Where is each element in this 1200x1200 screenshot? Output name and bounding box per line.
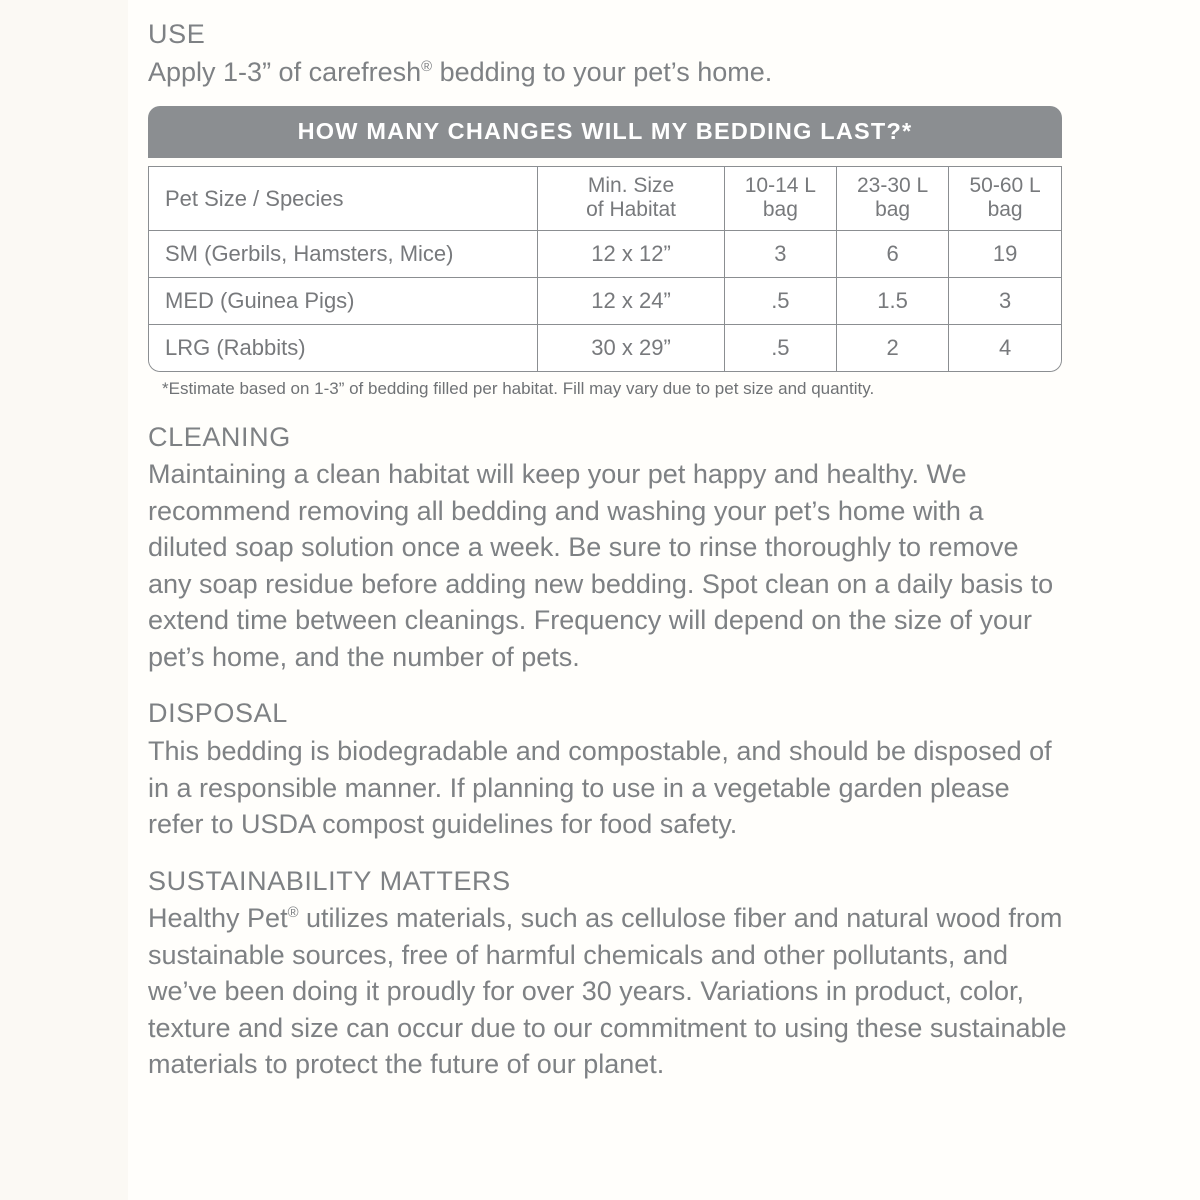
cell-habitat: 12 x 12” (538, 230, 724, 277)
column-header-bag-50-60 (949, 167, 1061, 230)
column-header-habitat-line2: of Habitat (586, 198, 676, 222)
table-row (149, 230, 1061, 277)
bedding-table-block (148, 106, 1068, 398)
column-header-bag-23-30 (836, 167, 948, 230)
column-header-bag1-line1: 10-14 L (744, 174, 816, 198)
column-header-bag3-line2: bag (987, 198, 1023, 222)
sustainability-body-before: Healthy Pet (148, 903, 288, 934)
column-header-bag-10-14 (724, 167, 836, 230)
cell-species: MED (Guinea Pigs) (149, 277, 538, 324)
registered-mark-carefresh: ® (421, 58, 433, 75)
disposal-heading: DISPOSAL (148, 698, 288, 729)
column-header-bag2-line1: 23-30 L (856, 174, 929, 198)
column-header-bag1-line2: bag (762, 198, 798, 222)
table-header-row (149, 167, 1061, 230)
cell-bag-23-30: 1.5 (836, 277, 948, 324)
cell-bag-50-60: 4 (949, 324, 1061, 371)
cleaning-heading: CLEANING (148, 421, 291, 452)
disposal-body: This bedding is biodegradable and compostable, and should be disposed of in a responsible manner. If planning to use in a vegetable garden please refer to USDA compost guidelines for food safety. (148, 736, 1052, 840)
cell-bag-23-30: 6 (836, 230, 948, 277)
sustainability-body-after: utilizes materials, such as cellulose fiber and natural wood from sustainable sources, free of harmful chemicals and other pollutants, and we’ve been doing it proudly for over 30 years. Variations in product, color, texture and size can occur due to our commitment to using these sustainable materials to protect the future of our planet. (148, 903, 1067, 1080)
column-header-habitat-line1: Min. Size (587, 174, 675, 198)
section-sustainability (148, 865, 1068, 1083)
registered-mark-healthy-pet: ® (287, 905, 299, 922)
bedding-table-wrap (148, 166, 1062, 371)
cell-habitat: 12 x 24” (538, 277, 724, 324)
cell-bag-10-14: .5 (724, 277, 836, 324)
use-heading: USE (148, 19, 206, 49)
cell-bag-10-14: .5 (724, 324, 836, 371)
section-disposal (148, 697, 1068, 842)
table-footnote: *Estimate based on 1-3” of bedding filled per habitat. Fill may vary due to pet size and quantity. (162, 378, 875, 398)
column-header-species: Pet Size / Species (149, 167, 538, 230)
section-use (148, 18, 1068, 90)
column-header-habitat (538, 167, 724, 230)
cell-bag-10-14: 3 (724, 230, 836, 277)
column-header-bag2-line2: bag (875, 198, 911, 222)
section-cleaning (148, 421, 1068, 676)
cell-bag-50-60: 19 (949, 230, 1061, 277)
bedding-table (149, 166, 1061, 370)
sustainability-body (148, 900, 1068, 1083)
cell-habitat: 30 x 29” (538, 324, 724, 371)
cell-species: SM (Gerbils, Hamsters, Mice) (149, 230, 538, 277)
sustainability-heading: SUSTAINABILITY MATTERS (148, 865, 511, 896)
use-body (148, 54, 1068, 91)
label-content (148, 18, 1068, 1083)
cell-species: LRG (Rabbits) (149, 324, 538, 371)
table-row (149, 324, 1061, 371)
bedding-table-caption: HOW MANY CHANGES WILL MY BEDDING LAST?* (148, 106, 1062, 158)
column-header-bag3-line1: 50-60 L (969, 174, 1041, 198)
use-body-after: bedding to your pet’s home. (432, 56, 773, 87)
use-body-before: Apply 1-3” of carefresh (148, 56, 422, 87)
cleaning-body: Maintaining a clean habitat will keep your pet happy and healthy. We recommend removing all bedding and washing your pet’s home with a diluted soap solution once a week. Be sure to rinse thoroughly to remove any soap residue before adding new bedding. Spot clean on a daily basis to extend time between cleanings. Frequency will depend on the size of your pet’s home, and the number of pets. (148, 459, 1054, 672)
table-row (149, 277, 1061, 324)
cell-bag-50-60: 3 (949, 277, 1061, 324)
cell-bag-23-30: 2 (836, 324, 948, 371)
